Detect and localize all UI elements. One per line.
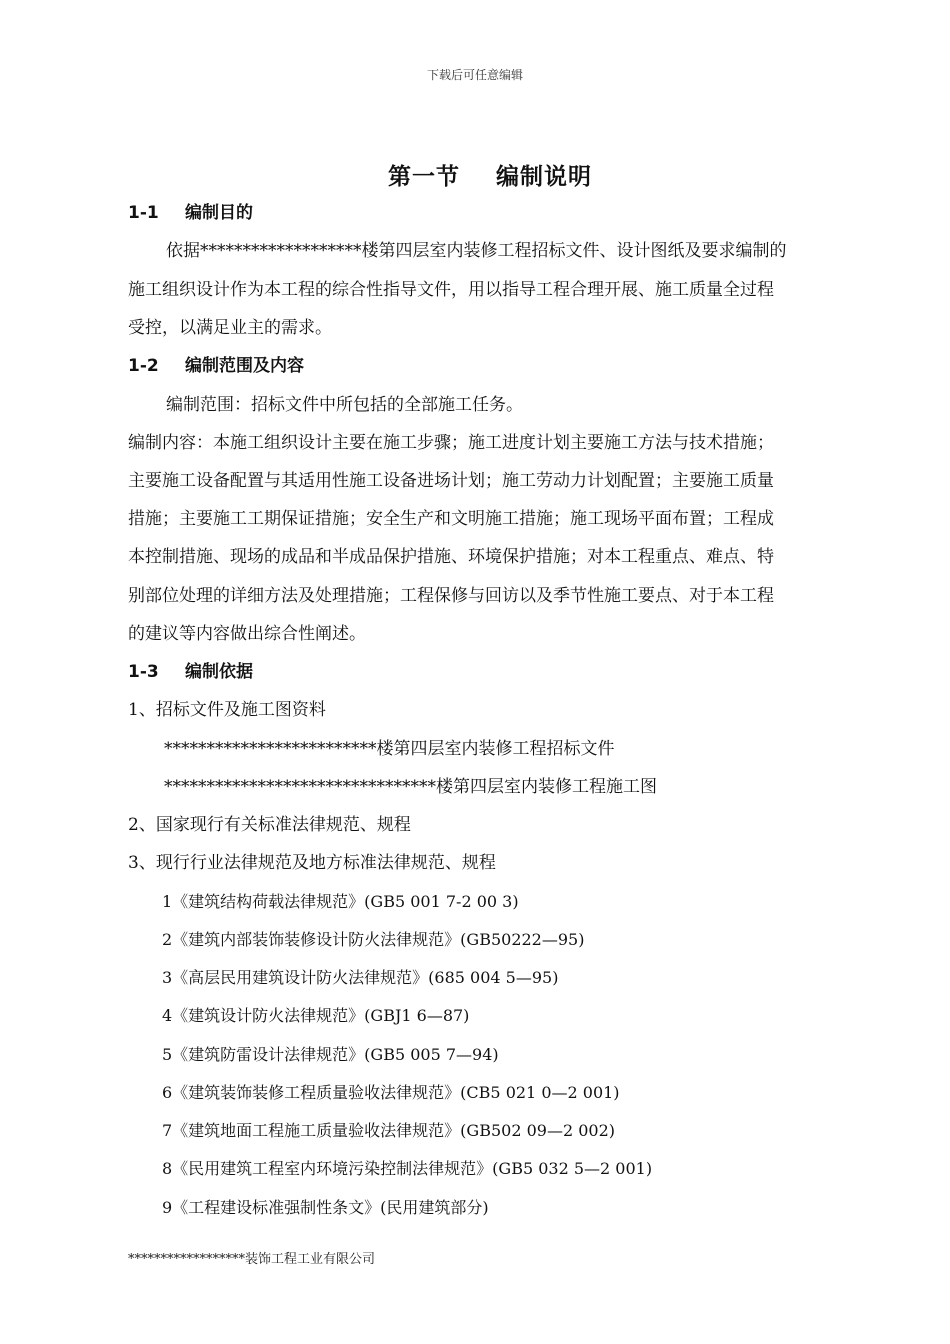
title-section-number: 第一节 [388,164,460,190]
scope-range: 编制范围：招标文件中所包括的全部施工任务。 [166,395,523,415]
scope-content-line-2: 主要施工设备配置与其适用性施工设备进场计划；施工劳动力计划配置；主要施工质量 [128,471,774,491]
scope-content-line-3: 措施；主要施工工期保证措施；安全生产和文明施工措施；施工现场平面布置；工程成 [128,509,774,529]
page-header: 下载后可任意编辑 [426,68,523,82]
standard-item: 8《民用建筑工程室内环境污染控制法律规范》(GB5 032 5—2 001) [162,1159,653,1178]
scope-content-line-6: 的建议等内容做出综合性阐述。 [128,624,366,644]
section-heading-scope: 1-2 编制范围及内容 [128,356,304,376]
standard-item: 9《工程建设标准强制性条文》(民用建筑部分) [162,1198,489,1217]
basis-item-1: 1、招标文件及施工图资料 [128,700,326,720]
purpose-line-1: 依据*******************楼第四层室内装修工程招标文件、设计图纸及要求编制的 [166,241,787,261]
section-heading-purpose: 1-1 编制目的 [128,203,253,223]
standard-item: 1《建筑结构荷载法律规范》(GB5 001 7-2 00 3) [162,892,519,911]
basis-item-3: 3、现行行业法律规范及地方标准法律规范、规程 [128,853,496,873]
page-footer: ******************装饰工程工业有限公司 [128,1252,376,1267]
scope-content-line-1: 编制内容：本施工组织设计主要在施工步骤；施工进度计划主要施工方法与技术措施； [128,433,774,453]
section-heading-basis: 1-3 编制依据 [128,662,253,682]
standard-item: 7《建筑地面工程施工质量验收法律规范》(GB502 09—2 002) [162,1121,615,1140]
page-title [0,158,950,191]
purpose-line-2: 施工组织设计作为本工程的综合性指导文件，用以指导工程合理开展、施工质量全过程 [128,280,774,300]
purpose-line-3: 受控，以满足业主的需求。 [128,318,332,338]
standard-item: 4《建筑设计防火法律规范》(GBJ1 6—87) [162,1006,470,1025]
standard-item: 5《建筑防雷设计法律规范》(GB5 005 7—94) [162,1045,499,1064]
standard-item: 3《高层民用建筑设计防火法律规范》(685 004 5—95) [162,968,559,987]
basis-item-2: 2、国家现行有关标准法律规范、规程 [128,815,411,835]
scope-content-line-5: 别部位处理的详细方法及处理措施；工程保修与回访以及季节性施工要点、对于本工程 [128,586,774,606]
title-text: 编制说明 [496,164,592,190]
scope-content-line-4: 本控制措施、现场的成品和半成品保护措施、环境保护措施；对本工程重点、难点、特 [128,547,774,567]
standard-item: 6《建筑装饰装修工程质量验收法律规范》(CB5 021 0—2 001) [162,1083,620,1102]
standard-item: 2《建筑内部装饰装修设计防火法律规范》(GB50222—95) [162,930,585,949]
basis-item-1-sub-2: ********************************楼第四层室内装修工程施工图 [164,777,657,797]
basis-item-1-sub-1: *************************楼第四层室内装修工程招标文件 [164,739,615,759]
